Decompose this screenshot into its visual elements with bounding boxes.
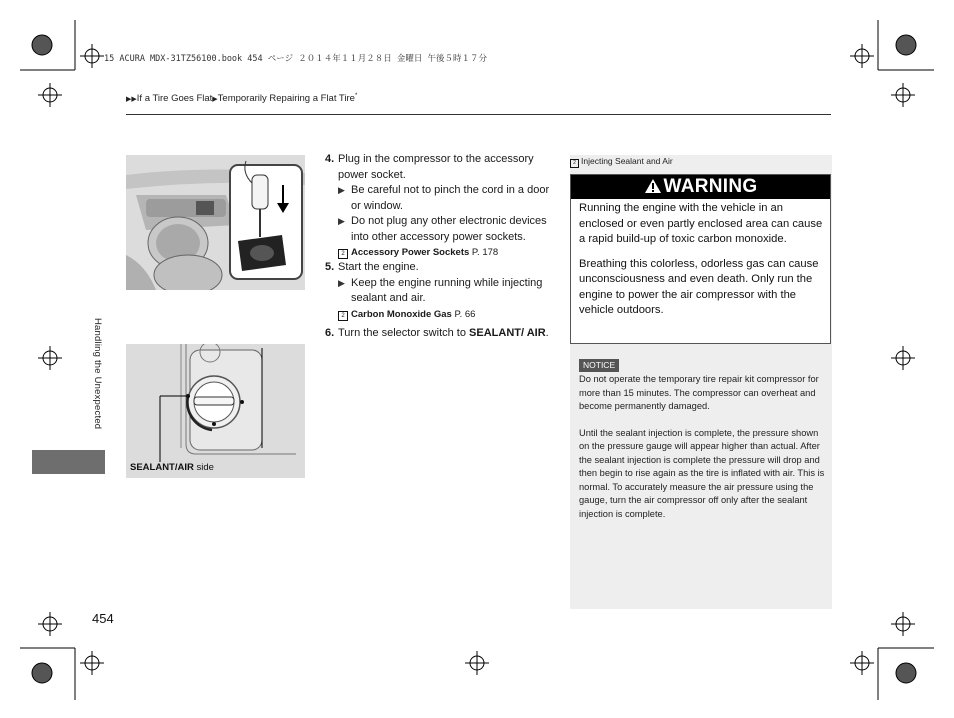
caption-bold: SEALANT/AIR <box>130 462 194 473</box>
notice-body <box>579 373 826 534</box>
selector-switch-illustration <box>126 344 305 478</box>
compressor-plug-illustration <box>126 155 305 290</box>
breadcrumb-page[interactable]: Temporarily Repairing a Flat Tire <box>217 93 355 105</box>
xref-page: P. 66 <box>451 308 476 320</box>
notice-paragraph-2: Until the sealant injection is complete, the pressure shown on the pressure gauge will appear higher than actual. After the sealant injection is complete the pressure will drop and then begin to rise again as the tire is inflated with air. This is normal. To accurately measure the air pressure using the gauge, turn the air compressor off only after the sealant injection is complete. <box>579 427 825 519</box>
step-number: 6. <box>325 326 335 339</box>
notice-badge: NOTICE <box>579 359 619 372</box>
xref-carbon-monoxide-gas[interactable] <box>338 307 558 322</box>
cross-reference-icon: 2 <box>338 249 348 259</box>
bullet-arrow-icon: ▶ <box>338 185 345 195</box>
breadcrumb <box>126 93 357 104</box>
warning-paragraph-2: Breathing this colorless, odorless gas can cause unconsciousness and even death. Only run the engine to power the air compressor with the vehicle outdoors. <box>579 257 819 316</box>
step-number: 5. <box>325 261 335 273</box>
page-number: 454 <box>92 611 114 626</box>
xref-title[interactable]: Carbon Monoxide Gas <box>351 308 452 320</box>
step-text-bold: SEALANT/ AIR <box>469 326 546 339</box>
notice-paragraph-1: Do not operate the temporary tire repair kit compressor for more than 15 minutes. The compressor can overheat and become permanently damaged. <box>579 374 819 411</box>
step-text-end: . <box>545 326 549 339</box>
xref-page: P. 178 <box>469 247 499 258</box>
step-text: Plug in the compressor to the accessory power socket. <box>338 153 534 181</box>
cross-reference-icon: 2 <box>338 311 348 321</box>
warning-body <box>579 201 825 328</box>
bullet-arrow-icon: ▶ <box>338 277 345 288</box>
step-4-note-2 <box>338 214 558 245</box>
note-text: Do not plug any other electronic devices into other accessory power sockets. <box>351 215 547 243</box>
sidebar-title <box>570 156 673 168</box>
warning-header <box>571 175 830 199</box>
step-4-note-1 <box>338 183 558 214</box>
breadcrumb-mark: * <box>354 93 358 99</box>
step-5 <box>325 260 558 276</box>
caption-rest: side <box>193 462 214 473</box>
sidebar-title-text: Injecting Sealant and Air <box>581 156 673 166</box>
warning-triangle-icon <box>644 178 662 194</box>
step-text: Turn the selector switch to <box>338 326 470 339</box>
figure-caption <box>130 462 214 473</box>
cross-reference-icon: 2 <box>570 159 579 168</box>
warning-label: WARNING <box>663 176 758 197</box>
step-text: Start the engine. <box>338 261 419 273</box>
print-header: 15 ACURA MDX-31TZ56100.book 454 ページ ２０１４年１１月２８日 金曜日 午後５時１７分 <box>104 54 487 64</box>
chapter-label: Handling the Unexpected <box>92 318 103 430</box>
breadcrumb-section[interactable]: If a Tire Goes Flat <box>136 93 213 105</box>
bullet-arrow-icon: ▶ <box>338 216 345 226</box>
breadcrumb-arrows: ▶▶ <box>126 96 137 104</box>
note-text: Be careful not to pinch the cord in a door or window. <box>351 184 550 212</box>
step-number: 4. <box>325 153 335 165</box>
step-4 <box>325 152 558 183</box>
chapter-tab <box>32 450 105 474</box>
breadcrumb-separator: ▶ <box>212 96 218 104</box>
step-5-note <box>338 276 558 307</box>
note-text: Keep the engine running while injecting sealant and air. <box>351 276 543 304</box>
xref-title[interactable]: Accessory Power Sockets <box>351 247 470 258</box>
step-6 <box>325 326 558 342</box>
instruction-steps <box>325 152 558 341</box>
xref-accessory-power-sockets[interactable] <box>338 245 558 260</box>
header-rule <box>126 114 831 115</box>
warning-paragraph-1: Running the engine with the vehicle in an enclosed or even partly enclosed area can cause a rapid build-up of toxic carbon monoxide. <box>579 202 823 245</box>
